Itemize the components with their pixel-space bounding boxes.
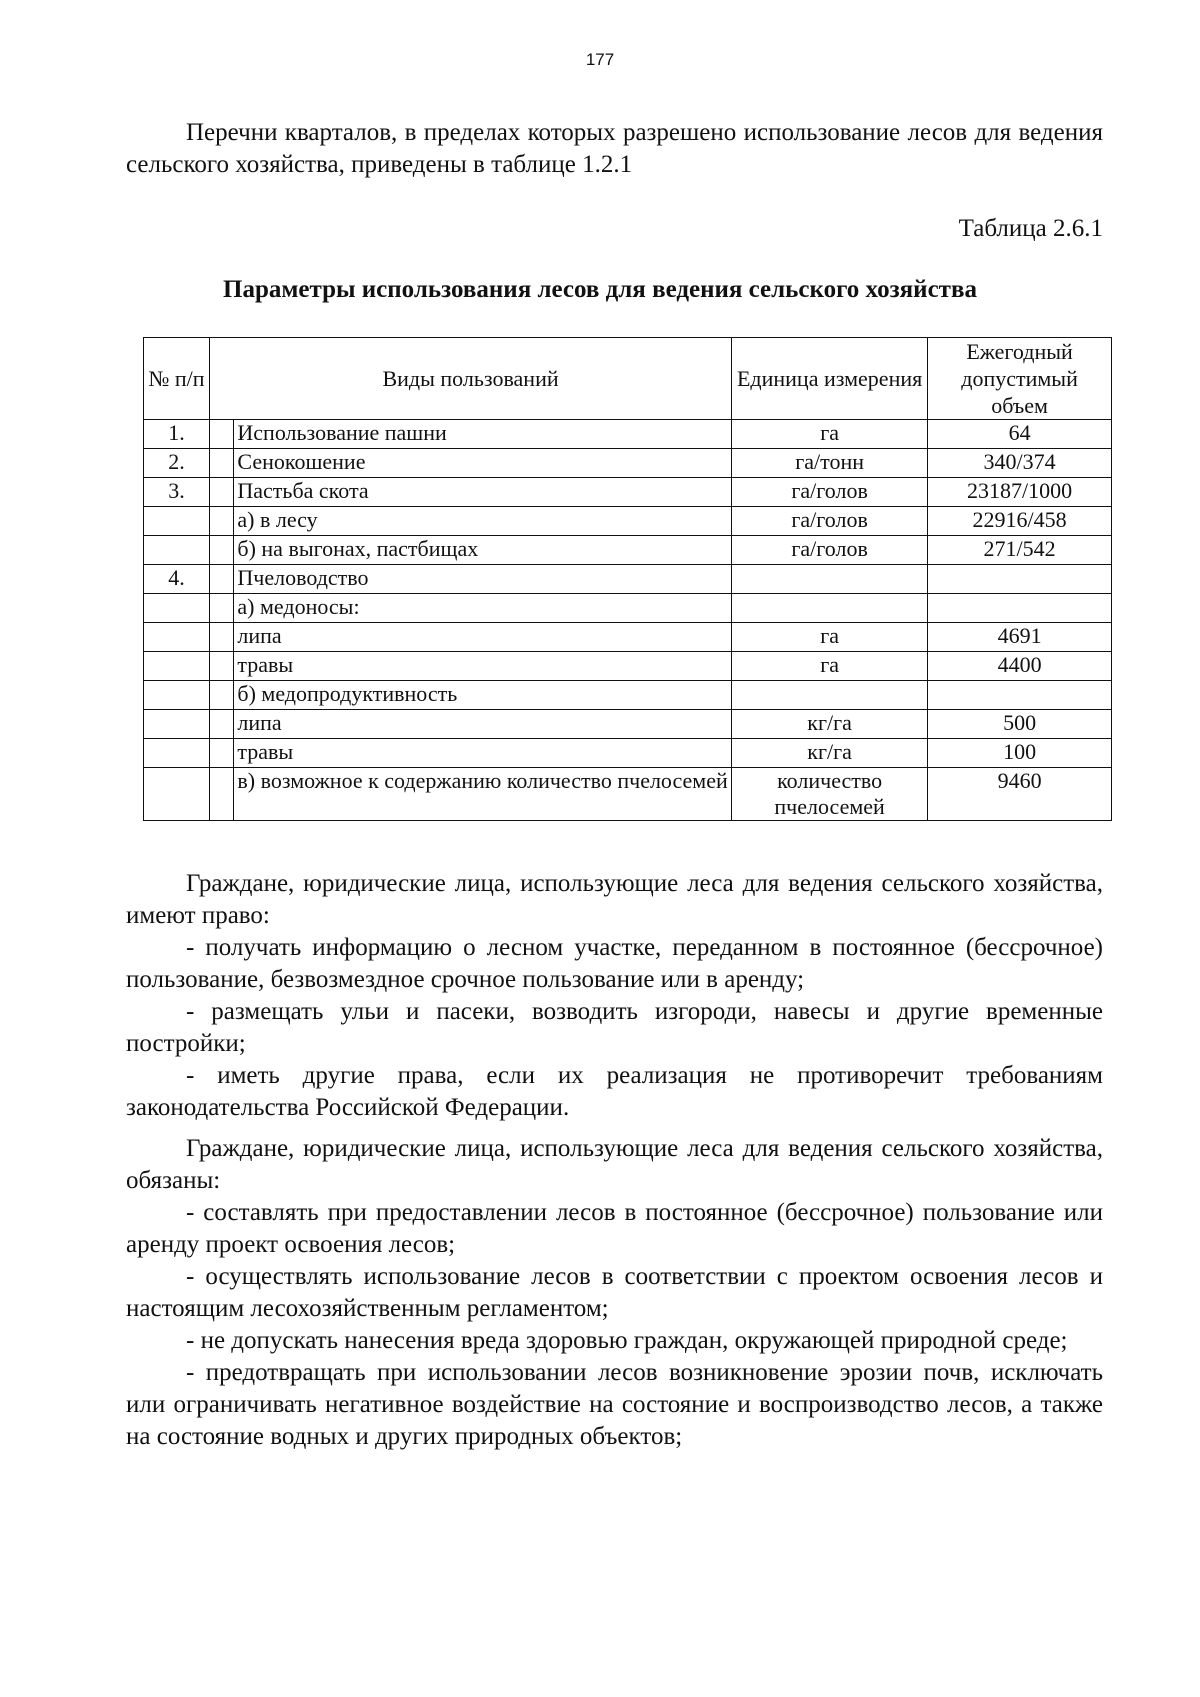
row-volume-cell: 4400 [928,652,1112,681]
row-type-cell: а) в лесу [234,507,732,536]
row-type-cell: Использование пашни [234,420,732,449]
row-gap-cell [210,449,234,478]
row-unit-cell [732,681,928,710]
row-type-cell: травы [234,739,732,768]
duties-section [126,1133,1103,1453]
row-num-cell [144,536,210,565]
row-gap-cell [210,623,234,652]
row-type-cell: в) возможное к содержанию количество пчелосемей [234,768,732,821]
header-unit: Единица измерения [732,338,928,420]
row-gap-cell [210,681,234,710]
duties-list-item: - не допускать нанесения вреда здоровью граждан, окружающей природной среде; [186,1327,1068,1354]
table-row [144,565,1112,594]
row-volume-cell: 4691 [928,623,1112,652]
rights-section [126,868,1103,1124]
row-volume-cell [928,681,1112,710]
table-row [144,507,1112,536]
row-volume-cell: 64 [928,420,1112,449]
row-gap-cell [210,768,234,821]
row-gap-cell [210,739,234,768]
row-gap-cell [210,478,234,507]
row-unit-cell: га [732,420,928,449]
row-volume-cell: 271/542 [928,536,1112,565]
rights-lead: Граждане, юридические лица, использующие леса для ведения сельского хозяйства, имеют право: [126,870,1103,929]
row-type-cell: липа [234,710,732,739]
intro-paragraph: Перечни кварталов, в пределах которых разрешено использование лесов для ведения сельского хозяйства, приведены в таблице 1.2.1 [126,119,1103,178]
row-num-cell: 2. [144,449,210,478]
table-row [144,768,1112,821]
row-type-cell: Пчеловодство [234,565,732,594]
parameters-table [143,337,1112,821]
row-num-cell [144,594,210,623]
header-num: № п/п [144,338,210,420]
row-gap-cell [210,594,234,623]
rights-list-item: - размещать ульи и пасеки, возводить изгороди, навесы и другие временные постройки; [126,998,1103,1057]
row-volume-cell [928,594,1112,623]
row-unit-cell: га/голов [732,536,928,565]
table-row [144,420,1112,449]
duties-list-item: - составлять при предоставлении лесов в постоянное (бессрочное) пользование или аренду проект освоения лесов; [126,1199,1103,1258]
duties-list-item: - осуществлять использование лесов в соответствии с проектом освоения лесов и настоящим лесохозяйственным регламентом; [126,1263,1103,1322]
row-num-cell [144,507,210,536]
row-type-cell: б) на выгонах, пастбищах [234,536,732,565]
table-header-row [144,338,1112,420]
row-volume-cell: 500 [928,710,1112,739]
duties-list-item: - предотвращать при использовании лесов возникновение эрозии почв, исключать или ограничивать негативное воздействие на состояние и воспроизводство лесов, а также на состояние водных и других природных объектов; [126,1359,1103,1450]
row-type-cell: травы [234,652,732,681]
row-num-cell: 3. [144,478,210,507]
row-num-cell [144,710,210,739]
row-type-cell: липа [234,623,732,652]
row-volume-cell: 23187/1000 [928,478,1112,507]
row-gap-cell [210,565,234,594]
row-num-cell: 1. [144,420,210,449]
row-unit-cell: га/голов [732,478,928,507]
table-row [144,652,1112,681]
header-type: Виды пользований [210,338,732,420]
table-row [144,623,1112,652]
row-unit-cell: га [732,652,928,681]
row-gap-cell [210,507,234,536]
row-volume-cell: 22916/458 [928,507,1112,536]
row-num-cell [144,652,210,681]
row-type-cell: а) медоносы: [234,594,732,623]
row-unit-cell: количество пчелосемей [732,768,928,821]
row-type-cell: Сенокошение [234,449,732,478]
row-unit-cell: кг/га [732,710,928,739]
row-num-cell [144,739,210,768]
row-gap-cell [210,420,234,449]
table-row [144,594,1112,623]
table-caption: Таблица 2.6.1 [958,215,1103,242]
row-volume-cell: 9460 [928,768,1112,821]
table-row [144,681,1112,710]
row-volume-cell [928,565,1112,594]
table-title: Параметры использования лесов для ведения сельского хозяйства [223,276,977,303]
table-row [144,478,1112,507]
row-gap-cell [210,536,234,565]
table-row [144,739,1112,768]
row-type-cell: б) медопродуктивность [234,681,732,710]
row-volume-cell: 100 [928,739,1112,768]
table-row [144,536,1112,565]
row-gap-cell [210,652,234,681]
table-row [144,449,1112,478]
row-unit-cell [732,565,928,594]
table-row [144,710,1112,739]
row-volume-cell: 340/374 [928,449,1112,478]
row-num-cell [144,768,210,821]
header-volume: Ежегодный допустимый объем [928,338,1112,420]
row-num-cell [144,623,210,652]
row-unit-cell [732,594,928,623]
duties-lead: Граждане, юридические лица, использующие леса для ведения сельского хозяйства, обязаны: [126,1135,1103,1194]
row-num-cell [144,681,210,710]
row-gap-cell [210,710,234,739]
rights-list-item: - получать информацию о лесном участке, переданном в постоянное (бессрочное) пользование, безвозмездное срочное пользование или в аренду; [126,934,1103,993]
rights-list-item: - иметь другие права, если их реализация не противоречит требованиям законодательства Российской Федерации. [126,1062,1103,1121]
table-body [144,420,1112,821]
row-num-cell: 4. [144,565,210,594]
row-type-cell: Пастьба скота [234,478,732,507]
row-unit-cell: га [732,623,928,652]
row-unit-cell: га/голов [732,507,928,536]
row-unit-cell: га/тонн [732,449,928,478]
page-number: 177 [585,50,615,69]
row-unit-cell: кг/га [732,739,928,768]
